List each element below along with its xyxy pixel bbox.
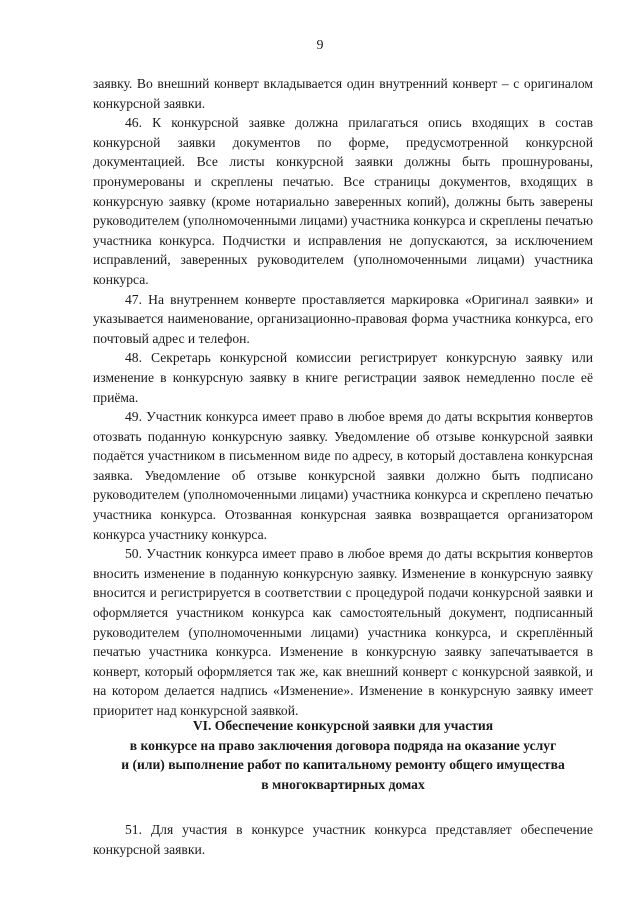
paragraph-continuation: заявку. Во внешний конверт вкладывается один внутренний конверт – с оригиналом конкурсной заявки. [93,76,593,111]
section-heading-line: и (или) выполнение работ по капитальному ремонту общего имущества [121,757,565,773]
body-text [93,74,593,721]
section-heading-line: VI. Обеспечение конкурсной заявки для участия [192,718,494,733]
closing-text [93,820,593,859]
section-heading-line: в многоквартирных домах [261,776,425,792]
page-number: 9 [316,38,324,53]
paragraph-51: 51. Для участия в конкурсе участник конкурса представляет обеспечение конкурсной заявки. [93,822,593,857]
paragraph-48: 48. Секретарь конкурсной комиссии регистрирует конкурсную заявку или изменение в конкурсную заявку в книге регистрации заявок немедленно после её приёма. [93,350,593,405]
paragraph-47: 47. На внутреннем конверте проставляется маркировка «Оригинал заявки» и указывается наименование, организационно-правовая форма участника конкурса, его почтовый адрес и телефон. [93,291,593,346]
paragraph-46: 46. К конкурсной заявке должна прилагаться опись входящих в состав конкурсной заявки документов по форме, предусмотренной конкурсной документацией. Все листы конкурсной заявки должны быть прошнурованы, пронумерованы и скреплены печатью. Все страницы документов, входящих в конкурсную заявку (кроме нотариально заверенных копий), должны быть заверены руководителем (уполномоченными лицами) участника конкурса и скреплены печатью участника конкурса. Подчистки и исправления не допускаются, за исключением исправлений, заверенных руководителем (уполномоченными лицами) участника конкурса. [93,115,593,287]
paragraph-49: 49. Участник конкурса имеет право в любое время до даты вскрытия конвертов отозвать поданную конкурсную заявку. Уведомление об отзыве конкурсной заявки подаётся участником в письменном виде по адресу, в который доставлена конкурсная заявка. Уведомление об отзыве конкурсной заявки должно быть подписано руководителем (уполномоченными лицами) участника конкурса и скреплено печатью участника конкурса. Отозванная конкурсная заявка возвращается организатором конкурса участнику конкурса. [93,409,593,542]
section-heading-line: в конкурсе на право заключения договора подряда на оказание услуг [129,737,557,753]
section-heading [93,716,593,794]
paragraph-50: 50. Участник конкурса имеет право в любое время до даты вскрытия конвертов вносить изменение в поданную конкурсную заявку. Изменение в конкурсную заявку вносится и регистрируется в соответствии с процедурой подачи конкурсной заявки и оформляется участником конкурса как самостоятельный документ, подписанный руководителем (уполномоченными лицами) участника конкурса, и скреплённый печатью участника конкурса. Изменение в конкурсную заявку запечатывается в конверт, который оформляется так же, как внешний конверт с конкурсной заявкой, и на котором делается надпись «Изменение». Изменение в конкурсную заявку имеет приоритет над конкурсной заявкой. [93,546,593,718]
